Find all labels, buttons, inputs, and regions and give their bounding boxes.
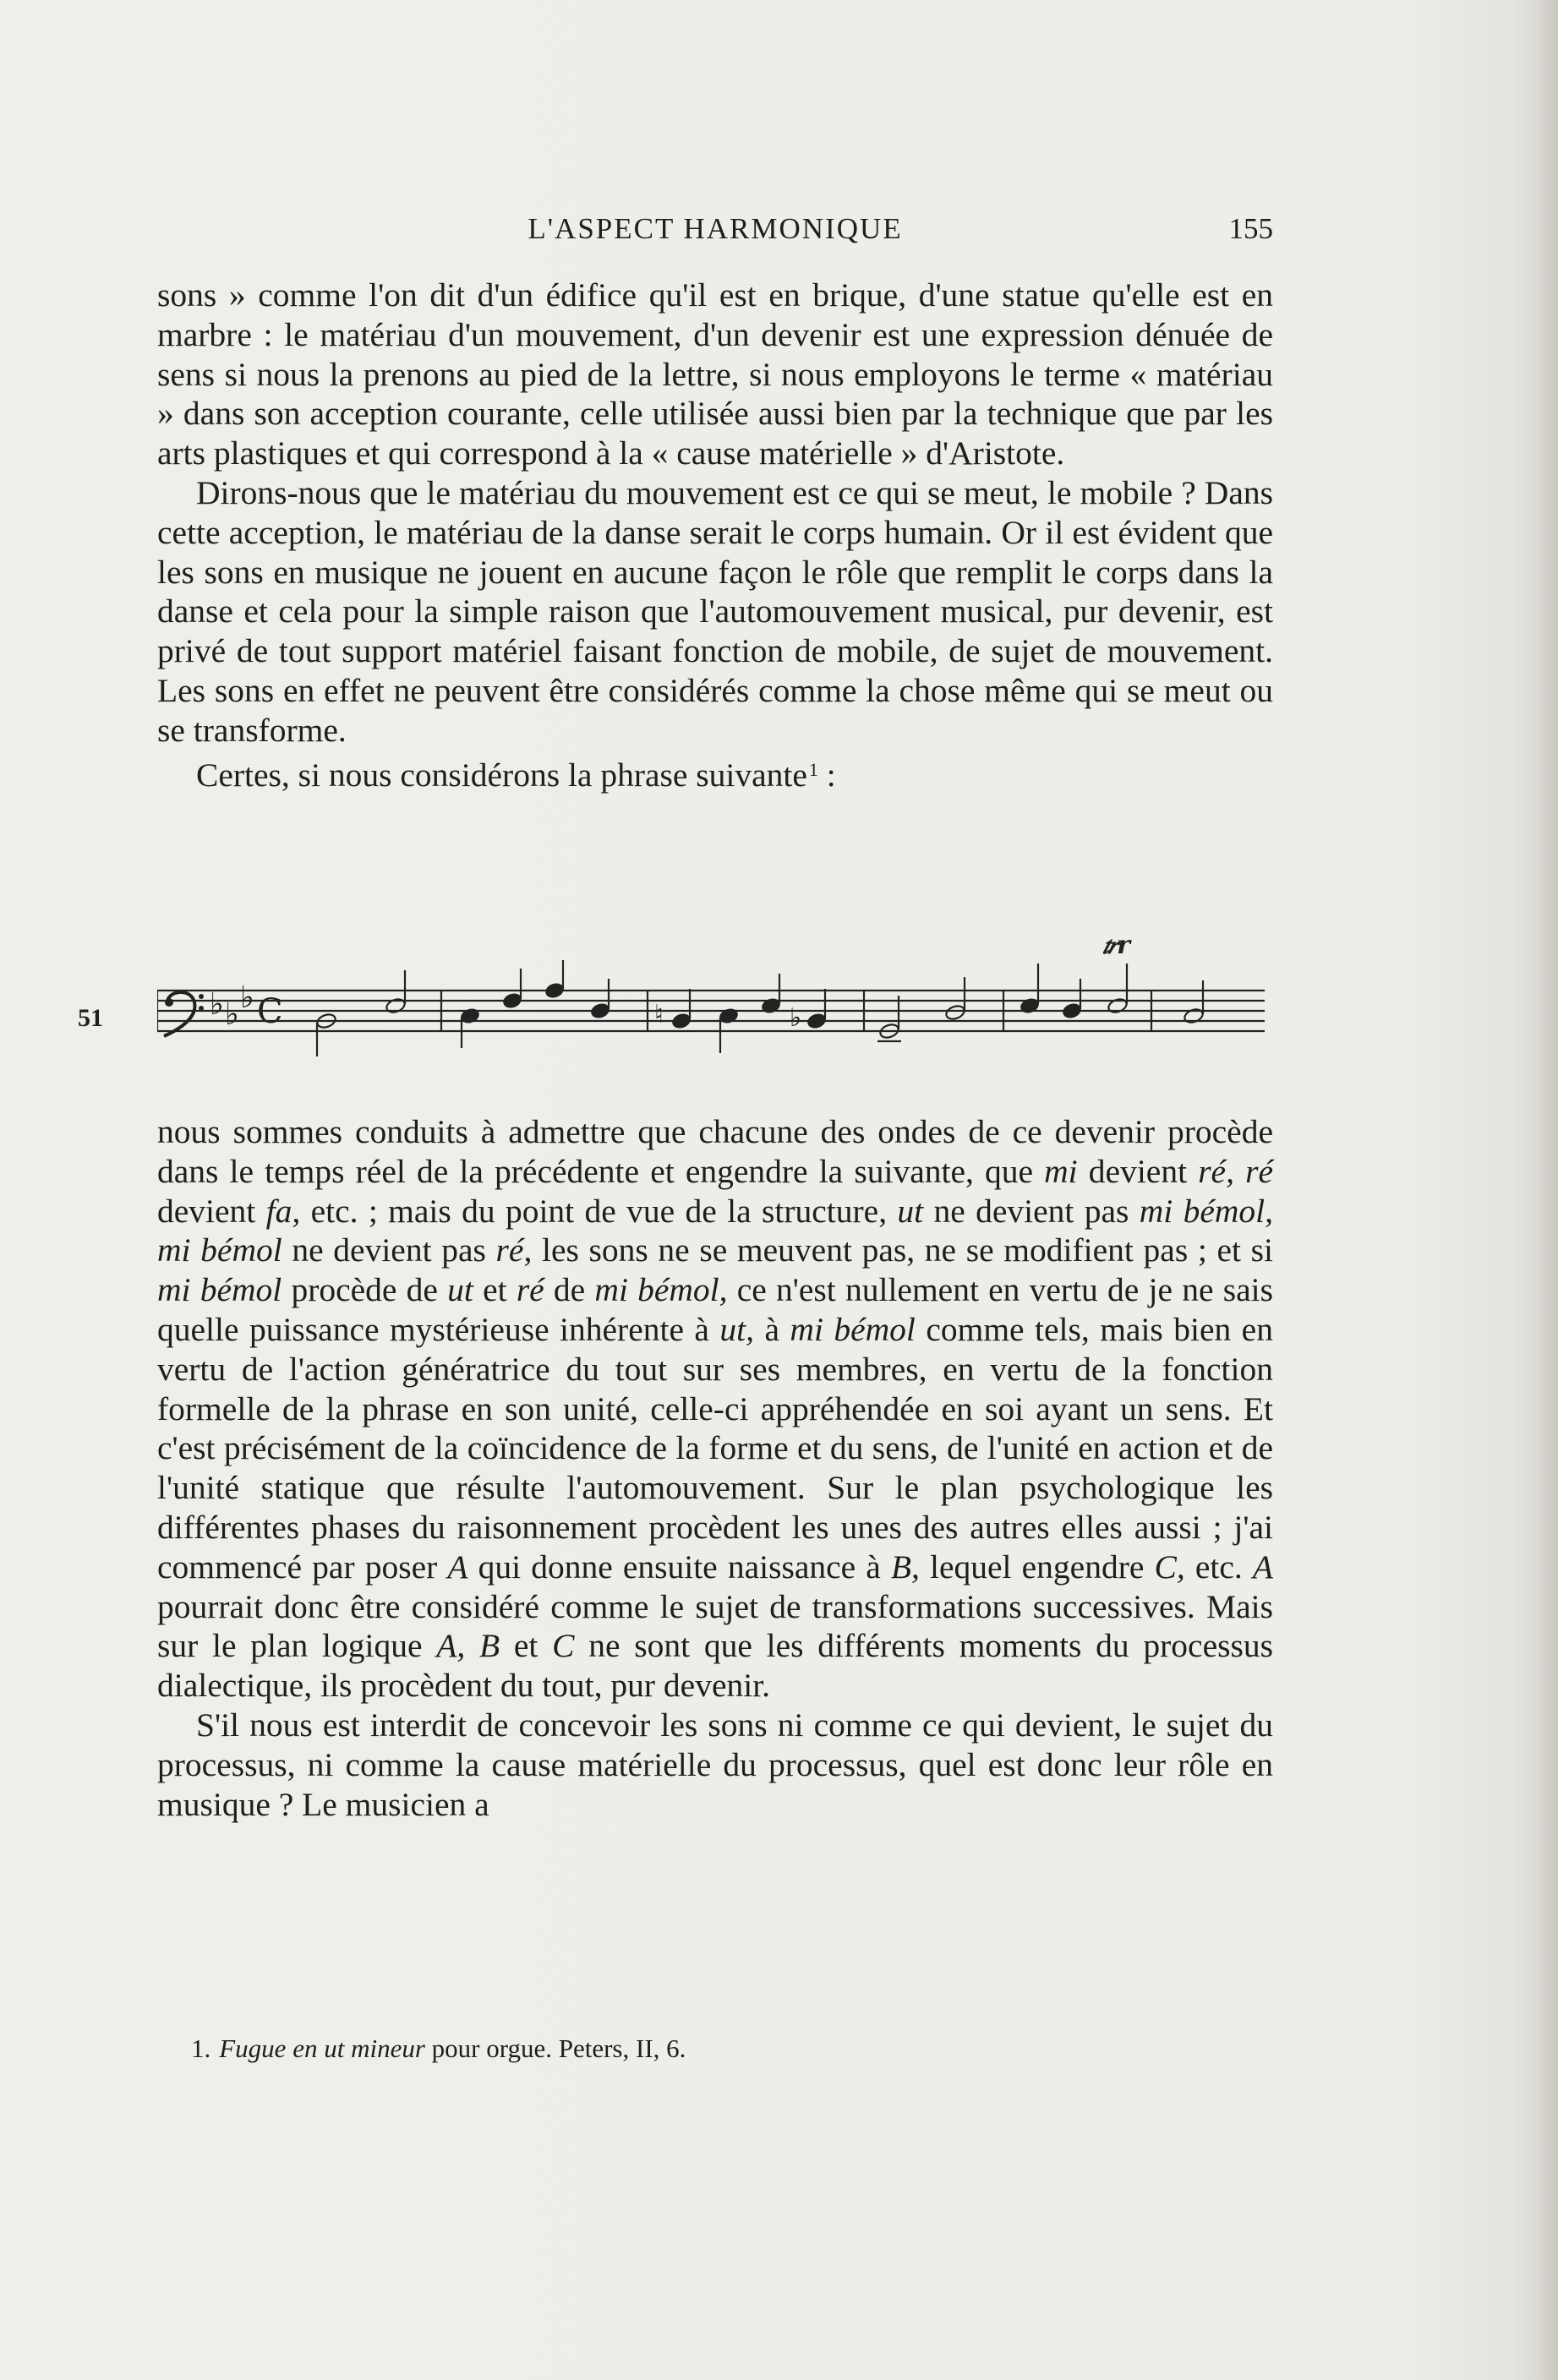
paragraph-3-colon: :: [817, 756, 836, 794]
p4-s10: de: [544, 1271, 595, 1309]
p4-s5: ne devient pas: [923, 1192, 1140, 1230]
p4-w4: ut: [897, 1192, 924, 1230]
key-signature-flats-icon: [210, 980, 254, 1032]
margin-example-number: 51: [78, 1004, 103, 1032]
music-example-staff: [157, 930, 1273, 1073]
paragraph-2: Dirons-nous que le matériau du mouvement est ce qui se meut, le mobile ? Dans cette acception, le matériau de la danse serait le corps humain. Or il est évident que les sons en musique ne jouent en aucune façon le rôle que remplit le corps dans la danse et cela pour la simple raison que l'automouvement musical, pur devenir, est privé de tout support matériel faisant fonction de mobile, de sujet de mouvement. Les sons en effet ne peuvent être considérés comme la chose même qui se meut ou se transforme.: [157, 473, 1273, 749]
p4-w12: mi bémol: [790, 1310, 916, 1348]
p4-w7: mi bémol: [157, 1271, 282, 1309]
p4-w2: ré, ré: [1198, 1152, 1274, 1190]
p4-w9: ré: [516, 1271, 544, 1309]
p4-w17: A, B: [436, 1627, 500, 1665]
footnote-number: 1.: [191, 2033, 211, 2063]
p4-s14: qui donne ensuite naissance à: [467, 1548, 891, 1586]
footnote-reference: 1: [808, 758, 818, 780]
trill-mark: 𝆖r: [1102, 931, 1130, 960]
p4-w11: ut,: [719, 1310, 755, 1348]
p4-s3: devient: [157, 1192, 266, 1230]
paragraph-3: [157, 751, 1273, 795]
p4-s19: ne sont que les différents moments du processus dialectique, ils procèdent du tout, pur devenir.: [157, 1627, 1273, 1705]
p4-w10: mi bémol,: [594, 1271, 728, 1309]
p4-s13: comme tels, mais bien en vertu de l'action génératrice du tout sur ses membres, en vertu de la fonction formelle de la phrase en son unité, celle-ci appréhendée en soi ayant un sens. Et c'est précisément de la coïncidence de la forme et du sens, de l'unité en action et de l'unité statique que résulte l'automouvement. Sur le plan psychologique les différentes phases du raisonnement procèdent les unes des autres elles aussi ; j'ai commencé par poser: [157, 1310, 1273, 1586]
p4-w6: ré,: [495, 1231, 533, 1269]
paragraph-3-text: Certes, si nous considérons la phrase suivante: [196, 756, 807, 794]
p4-s9: et: [473, 1271, 517, 1309]
p4-s11: ce n'est nullement en vertu de je ne sais quelle puissance mystérieuse inhérente à: [157, 1271, 1273, 1348]
p4-s1: nous sommes conduits à admettre que chacune des ondes de ce devenir procède dans le temps réel de la précédente et engendre la suivante, que: [157, 1113, 1273, 1190]
footnote: [191, 2030, 686, 2067]
svg-text:♭: ♭: [210, 987, 224, 1022]
p4-s6: ne devient pas: [282, 1231, 496, 1269]
bass-clef-icon: [164, 992, 204, 1036]
paragraph-4: [157, 1112, 1273, 1706]
p4-w1: mi: [1044, 1152, 1078, 1190]
p4-w13: A: [447, 1548, 468, 1586]
svg-text:♭: ♭: [240, 980, 254, 1015]
p4-w18: C: [552, 1627, 575, 1665]
svg-text:♭: ♭: [225, 997, 239, 1032]
p4-s15: lequel engendre: [919, 1548, 1155, 1586]
paragraph-1: sons » comme l'on dit d'un édifice qu'il est en brique, d'une statue qu'elle est en marbre : le matériau d'un mouvement, d'un devenir est une expression dénuée de sens si nous la prenons au pied de la lettre, si nous employons le terme « matériau » dans son acception courante, celle utilisée aussi bien par la technique que par les arts plastiques et qui correspond à la « cause matérielle » d'Aristote.: [157, 276, 1273, 472]
p4-s8: procède de: [282, 1271, 448, 1309]
page-edge-shadow: [1538, 0, 1558, 2380]
p4-s2: devient: [1077, 1152, 1199, 1190]
p4-w5: mi bémol, mi bémol: [157, 1192, 1274, 1269]
text-block-bottom: [157, 1112, 1273, 1824]
music-notation: [157, 930, 1273, 1073]
p4-s17: pourrait donc être considéré comme le sujet de transformations successives. Mais sur le plan logique: [157, 1587, 1273, 1665]
time-signature-icon: C: [257, 992, 283, 1031]
footnote-title: Fugue en ut mineur: [219, 2033, 425, 2063]
p4-w14: B,: [890, 1548, 920, 1586]
music-notes: [315, 960, 1204, 1056]
p4-s4: etc. ; mais du point de vue de la structure,: [300, 1192, 898, 1230]
p4-s18: et: [500, 1627, 553, 1665]
p4-s12: à: [754, 1310, 790, 1348]
paragraph-5: S'il nous est interdit de concevoir les sons ni comme ce qui devient, le sujet du processus, ni comme la cause matérielle du processus, quel est donc leur rôle en musique ? Le musicien a: [157, 1706, 1273, 1823]
footnote-text: pour orgue. Peters, II, 6.: [424, 2033, 686, 2063]
p4-s7: les sons ne se meuvent pas, ne se modifient pas ; et si: [532, 1231, 1273, 1269]
p4-s16: etc.: [1184, 1548, 1253, 1586]
p4-w3: fa,: [265, 1192, 301, 1230]
svg-text:♮: ♮: [654, 1000, 664, 1029]
running-title: L'ASPECT HARMONIQUE: [528, 212, 903, 245]
p4-w15: C,: [1154, 1548, 1185, 1586]
running-head: [157, 208, 1273, 250]
svg-text:♭: ♭: [790, 1003, 802, 1033]
text-block-top: [157, 276, 1273, 794]
page-number: 155: [1228, 212, 1273, 245]
p4-w8: ut: [447, 1271, 473, 1309]
p4-w16: A: [1252, 1548, 1273, 1586]
